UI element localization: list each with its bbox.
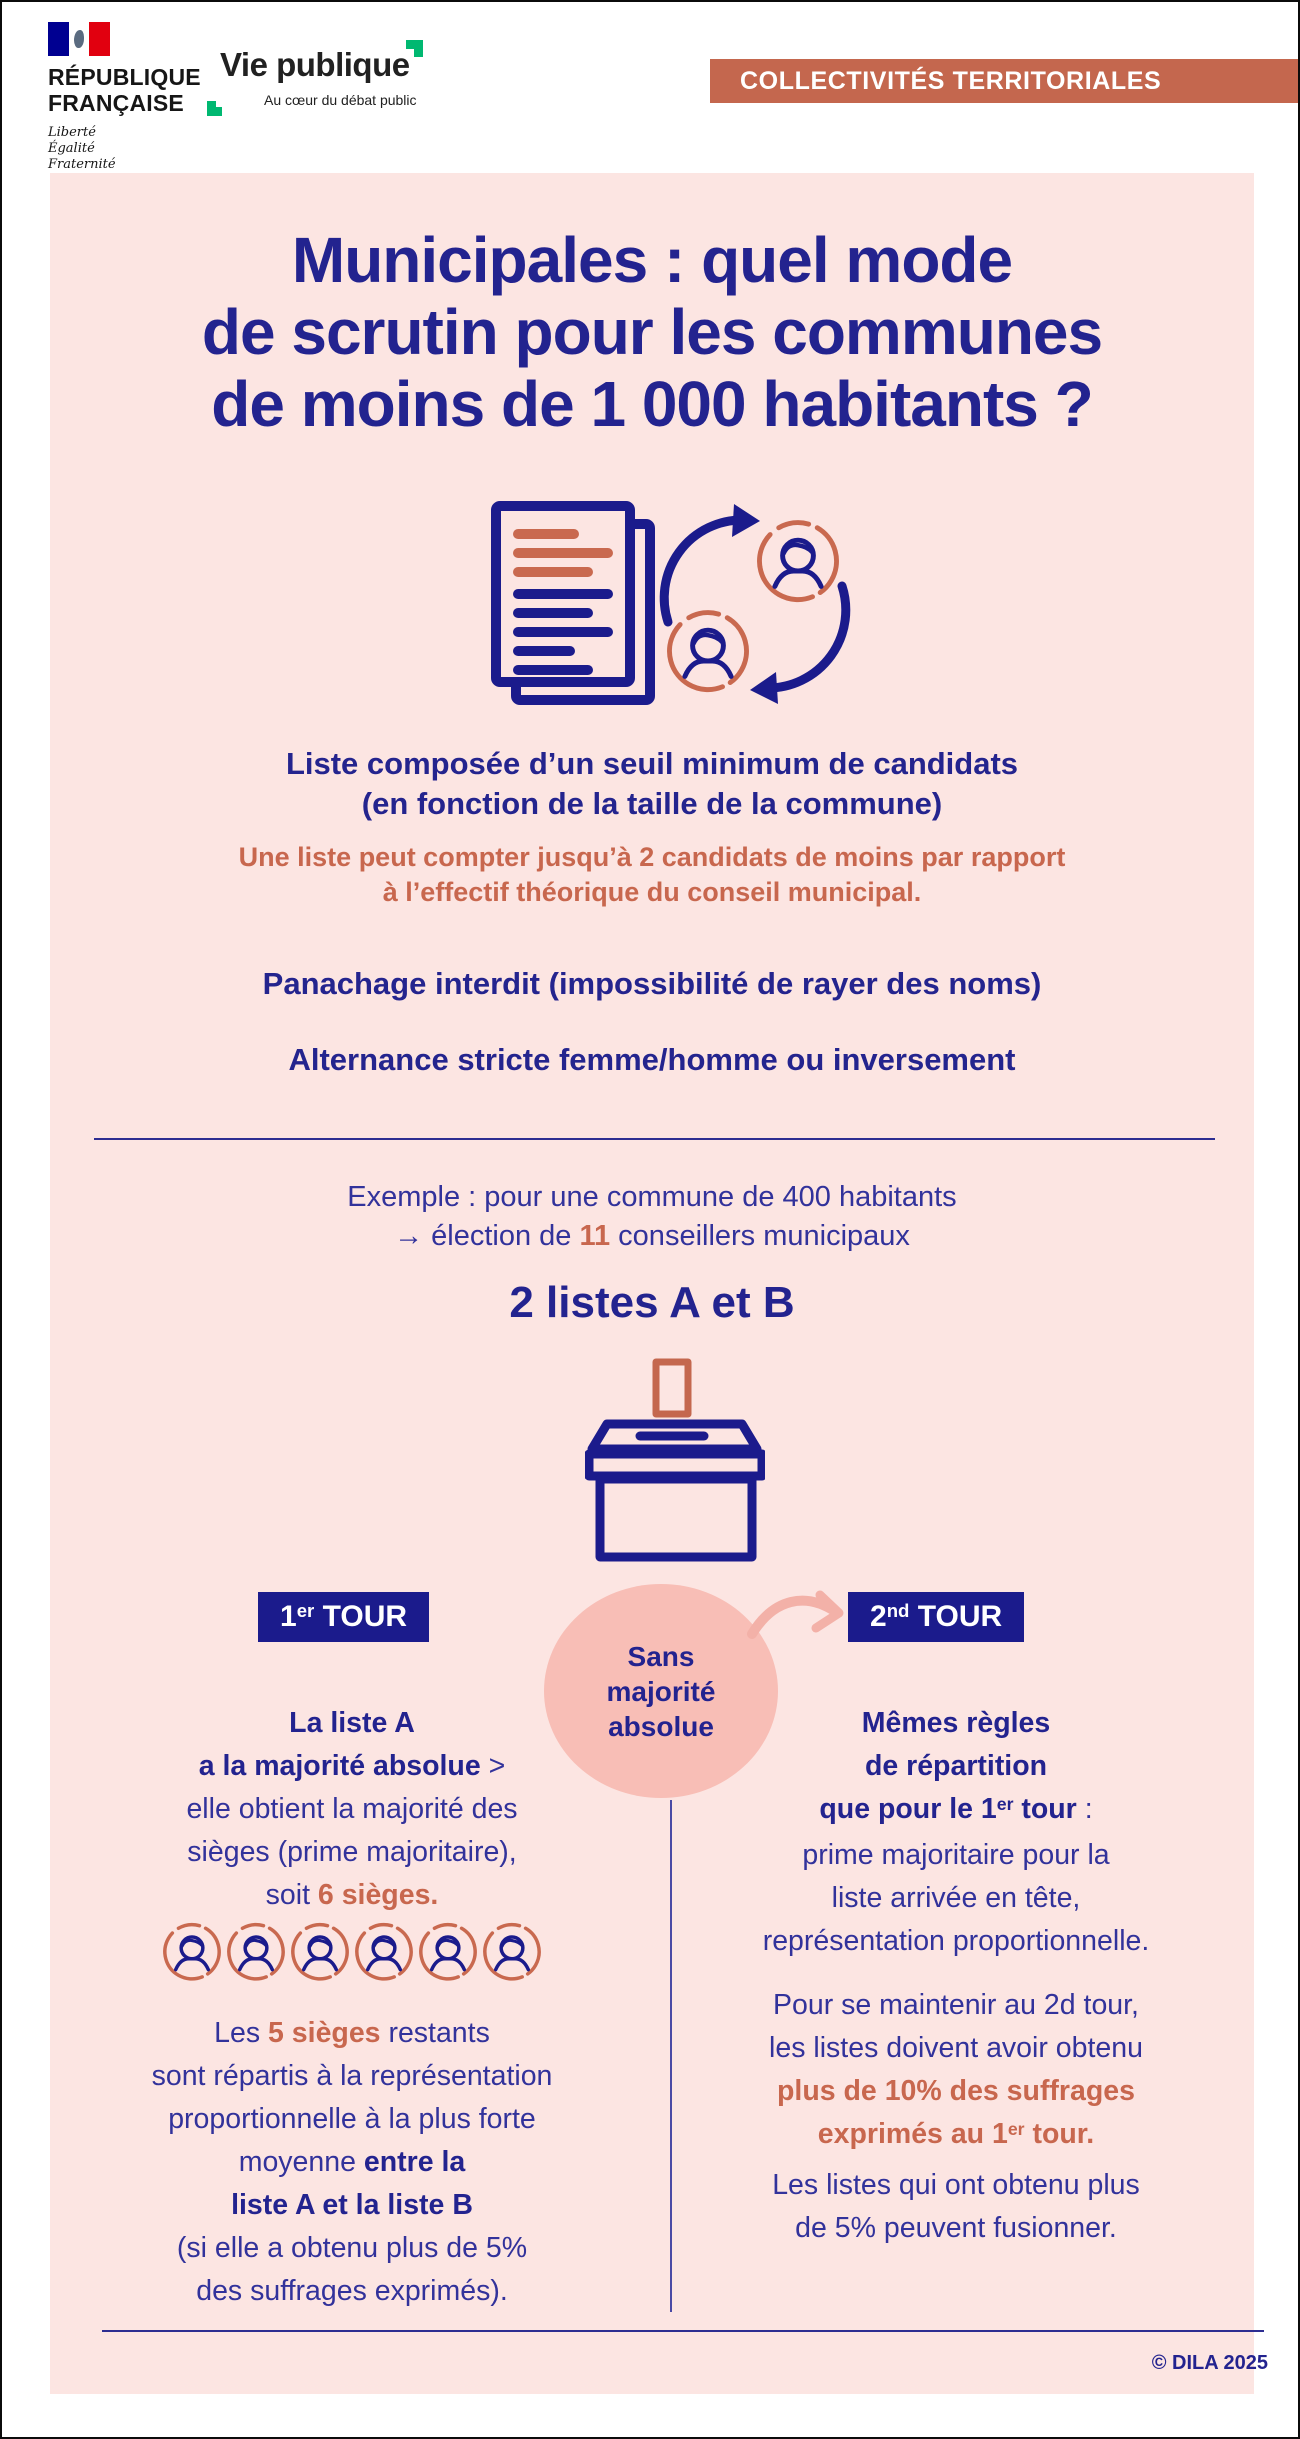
vie-publique-wordmark: Vie publique (220, 46, 410, 83)
rule-alternance: Alternance stricte femme/homme ou inversement (288, 1042, 1016, 1077)
seat-person-icon (289, 1920, 351, 1982)
first-round-paragraph-1: La liste A a la majorité absolue > elle obtient la majorité des sièges (prime majoritaire), soit 6 sièges. (186, 1707, 518, 1911)
second-round-paragraph-3: Les listes qui ont obtenu plus de 5% peuvent fusionner. (772, 2169, 1140, 2244)
majority-seats-row (96, 1920, 608, 1982)
republique-francaise-logo (48, 22, 201, 173)
copyright: © DILA 2025 (1151, 2352, 1268, 2374)
second-round-badge: 2nd TOUR (848, 1592, 1024, 1642)
curved-arrow-icon (746, 1586, 850, 1644)
section-divider (94, 1138, 1215, 1140)
rule-list-note: Une liste peut compter jusqu’à 2 candidats de moins par rapport à l’effectif théorique du conseil municipal. (238, 842, 1066, 907)
vie-publique-tagline: Au cœur du débat public (264, 92, 417, 108)
seat-person-icon (481, 1920, 543, 1982)
green-bracket-bottom-left-icon (207, 101, 222, 116)
no-absolute-majority-bubble: Sans majorité absolue (544, 1584, 778, 1798)
seat-person-icon (353, 1920, 415, 1982)
seat-person-icon (417, 1920, 479, 1982)
marianne-icon (74, 30, 84, 48)
second-round-paragraph-2: Pour se maintenir au 2d tour, les listes doivent avoir obtenu plus de 10% des suffrages exprimés au 1er tour. (769, 1989, 1143, 2150)
french-flag-icon (48, 22, 110, 56)
footer-divider (102, 2330, 1264, 2332)
ballot-box-icon (585, 1358, 765, 1562)
first-round-badge: 1er TOUR (258, 1592, 429, 1642)
motto: Liberté Égalité Fraternité (48, 125, 116, 172)
page-title: Municipales : quel mode de scrutin pour les communes de moins de 1 000 habitants ? (201, 224, 1103, 440)
rule-panachage: Panachage interdit (impossibilité de rayer des noms) (262, 966, 1042, 1001)
rule-list-threshold: Liste composée d’un seuil minimum de candidats (en fonction de la taille de la commune) (285, 746, 1019, 821)
example-intro: Exemple : pour une commune de 400 habitants → élection de 11 conseillers municipaux (347, 1181, 957, 1252)
category-badge: COLLECTIVITÉS TERRITORIALES (710, 59, 1298, 103)
lists-title: 2 listes A et B (509, 1278, 795, 1327)
first-round-paragraph-2: Les 5 sièges restants sont répartis à la représentation proportionnelle à la plus forte moyenne entre la liste A et la liste B (si elle a obtenu plus de 5% des suffrages exprimés). (151, 2017, 553, 2307)
candidate-list-document-icon (490, 500, 680, 706)
column-divider (670, 1800, 672, 2312)
alternance-exchange-icon (658, 500, 853, 706)
second-round-paragraph-1: Mêmes règles de répartition que pour le 1er tour : prime majoritaire pour la liste arrivée en tête, représentation proportionnelle. (762, 1707, 1150, 1957)
seat-person-icon (161, 1920, 223, 1982)
vie-publique-logo (207, 40, 423, 132)
republique-wordmark: RÉPUBLIQUE FRANÇAISE (48, 64, 201, 116)
seat-person-icon (225, 1920, 287, 1982)
